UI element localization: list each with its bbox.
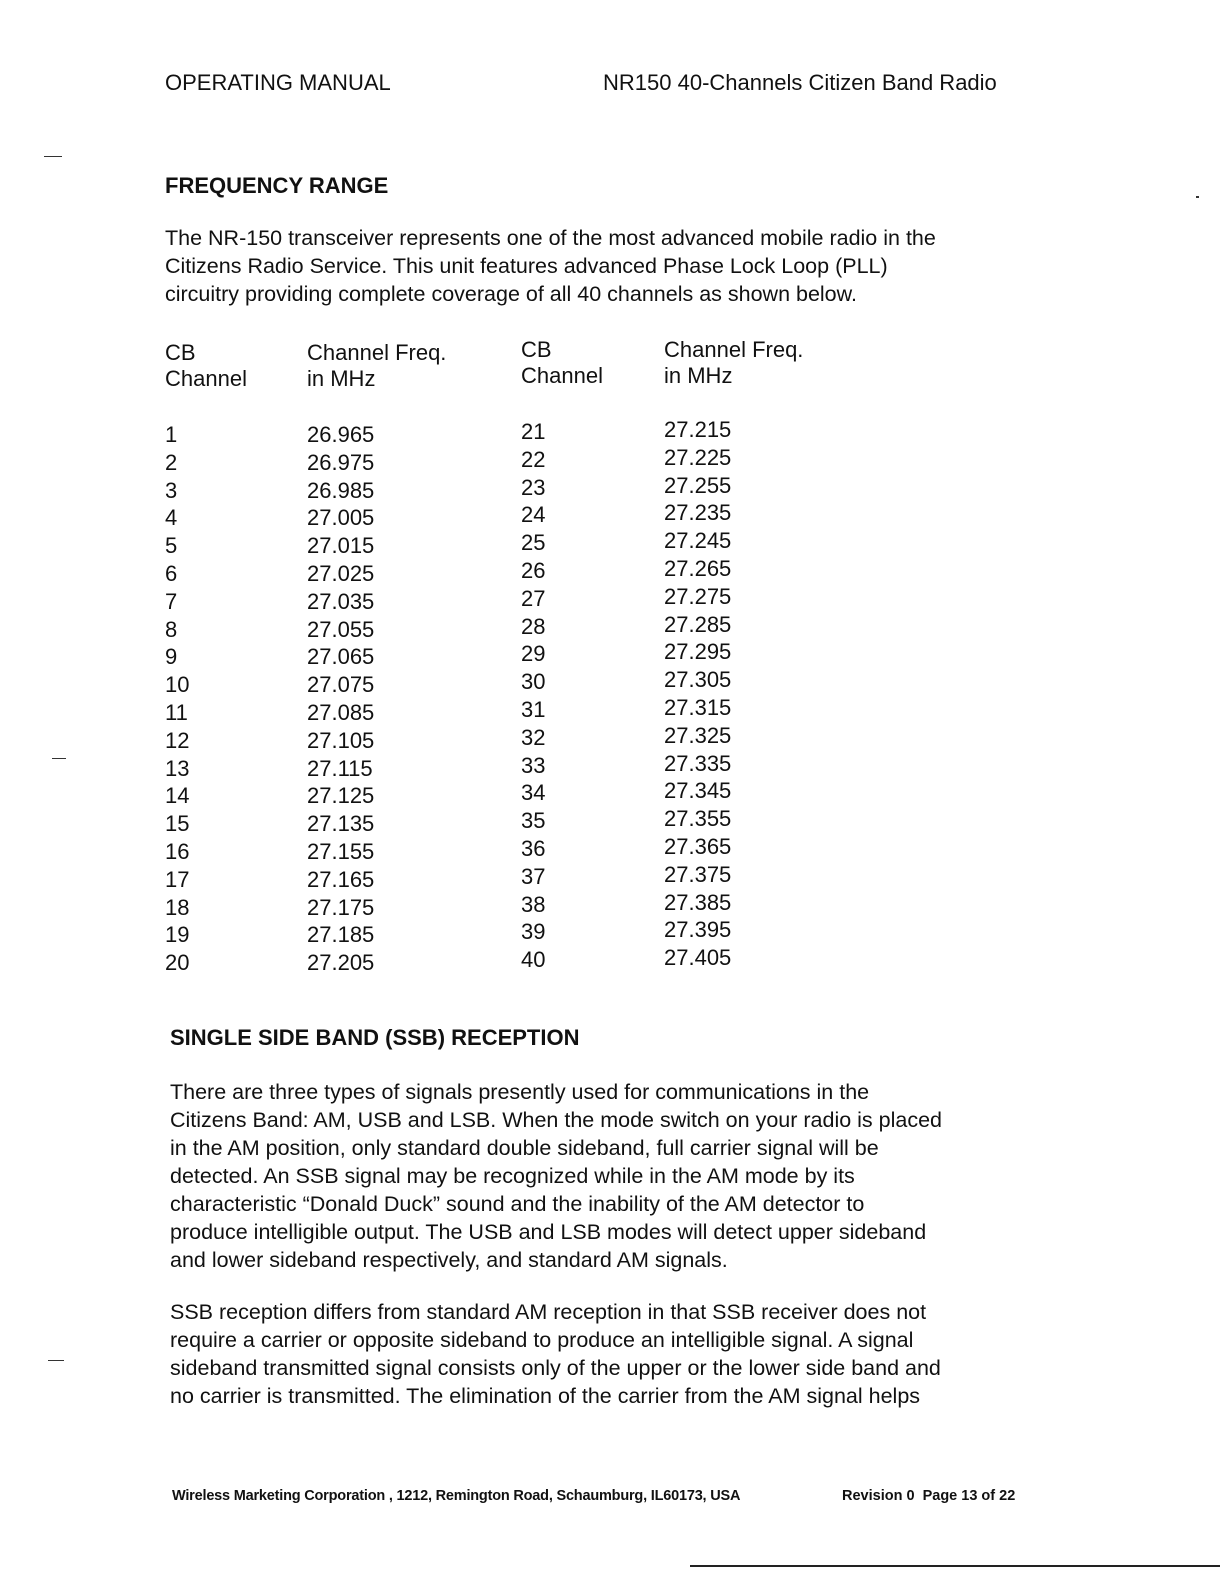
table-cell: 15 <box>165 811 190 837</box>
table-cell: 28 <box>521 613 546 639</box>
table-cell: 9 <box>165 644 178 670</box>
cb-channel-header-left: CB Channel <box>165 340 247 391</box>
table-cell: 14 <box>165 783 190 809</box>
table-cell: 32 <box>521 724 546 750</box>
table-cell: 27.265 <box>664 555 732 581</box>
ssb-paragraph-2 <box>170 1298 941 1410</box>
table-cell: 27.405 <box>664 945 732 971</box>
table-cell: 27.295 <box>664 639 732 665</box>
table-cell: 37 <box>521 863 546 889</box>
table-cell: 27 <box>521 585 546 611</box>
table-cell: 26.985 <box>307 477 375 503</box>
frequency-intro-paragraph <box>165 224 936 308</box>
header-manual-title: OPERATING MANUAL <box>165 70 391 95</box>
bottom-scan-line <box>690 1565 1220 1567</box>
left-channel-column <box>165 421 189 977</box>
scan-speck <box>44 156 62 157</box>
table-cell: 27.275 <box>664 583 732 609</box>
table-cell: 27.255 <box>664 472 732 498</box>
table-cell: 27.115 <box>307 755 373 781</box>
table-cell: 39 <box>521 919 546 945</box>
table-cell: 27.175 <box>307 894 375 920</box>
footer-page-number: Page 13 of 22 <box>922 1488 1016 1504</box>
table-cell: 27.335 <box>664 750 732 776</box>
table-cell: 27.165 <box>307 866 375 892</box>
scan-speck <box>48 1360 64 1361</box>
ssb-para1-line: in the AM position, only standard double sideband, full carrier signal will be <box>170 1136 879 1160</box>
ssb-para1-line: There are three types of signals presently used for communications in the <box>170 1080 870 1104</box>
table-cell: 20 <box>165 950 190 976</box>
table-cell: 27.005 <box>307 505 375 531</box>
table-cell: 27.025 <box>307 560 375 586</box>
table-cell: 27.205 <box>307 950 375 976</box>
table-cell: 27.105 <box>307 727 375 753</box>
table-cell: 27.055 <box>307 616 375 642</box>
table-cell: 1 <box>165 422 178 447</box>
table-cell: 23 <box>521 474 546 500</box>
table-cell: 27.185 <box>307 922 375 948</box>
ssb-para1-line: characteristic “Donald Duck” sound and the inability of the AM detector to <box>170 1192 865 1216</box>
scan-speck <box>1196 196 1199 198</box>
ssb-para1-line: produce intelligible output. The USB and LSB modes will detect upper sideband <box>170 1220 927 1244</box>
table-cell: 18 <box>165 894 190 920</box>
table-cell: 27.385 <box>664 889 732 915</box>
freq-header-left: Channel Freq. in MHz <box>307 340 447 391</box>
table-cell: 7 <box>165 588 178 614</box>
table-cell: 3 <box>165 477 178 503</box>
table-cell: 27.235 <box>664 500 732 526</box>
table-cell: 26.975 <box>307 449 375 475</box>
ssb-para2-line: sideband transmitted signal consists only of the upper or the lower side band and <box>170 1356 941 1380</box>
table-cell: 19 <box>165 922 190 948</box>
table-cell: 36 <box>521 835 546 861</box>
intro-line: The NR-150 transceiver represents one of the most advanced mobile radio in the <box>165 226 936 250</box>
footer-revision: Revision 0 <box>842 1488 915 1504</box>
left-frequency-column <box>307 421 374 977</box>
table-cell: 2 <box>165 449 178 475</box>
table-cell: 13 <box>165 755 190 781</box>
intro-line: circuitry providing complete coverage of all 40 channels as shown below. <box>165 282 857 306</box>
table-cell: 27.365 <box>664 833 732 859</box>
ssb-paragraph-1 <box>170 1078 942 1274</box>
intro-line: Citizens Radio Service. This unit features advanced Phase Lock Loop (PLL) <box>165 254 888 278</box>
table-cell: 5 <box>165 533 178 559</box>
table-cell: 26.965 <box>307 422 375 447</box>
table-cell: 27.395 <box>664 917 732 943</box>
ssb-para1-line: Citizens Band: AM, USB and LSB. When the mode switch on your radio is placed <box>170 1108 943 1132</box>
cb-channel-header-right: CB Channel <box>521 337 603 388</box>
table-cell: 22 <box>521 446 546 472</box>
table-cell: 27.375 <box>664 861 732 887</box>
footer-revision-page <box>842 1488 1015 1504</box>
ssb-para2-line: no carrier is transmitted. The elimination of the carrier from the AM signal helps <box>170 1384 921 1408</box>
table-cell: 4 <box>165 505 178 531</box>
table-cell: 34 <box>521 780 546 806</box>
table-cell: 31 <box>521 696 546 722</box>
table-cell: 17 <box>165 866 190 892</box>
table-cell: 8 <box>165 616 178 642</box>
table-cell: 27.215 <box>664 417 732 442</box>
table-cell: 27.075 <box>307 672 375 698</box>
table-cell: 27.245 <box>664 528 732 554</box>
right-frequency-column <box>664 416 731 972</box>
table-cell: 30 <box>521 669 546 695</box>
header-product-title: NR150 40-Channels Citizen Band Radio <box>603 70 997 95</box>
ssb-para1-line: detected. An SSB signal may be recognized while in the AM mode by its <box>170 1164 855 1188</box>
table-cell: 25 <box>521 530 546 556</box>
table-cell: 6 <box>165 560 178 586</box>
table-cell: 27.085 <box>307 699 375 725</box>
table-cell: 27.125 <box>307 783 375 809</box>
table-cell: 26 <box>521 557 546 583</box>
table-cell: 10 <box>165 672 190 698</box>
ssb-reception-heading: SINGLE SIDE BAND (SSB) RECEPTION <box>170 1025 580 1050</box>
right-channel-column <box>521 418 545 974</box>
table-cell: 27.305 <box>664 667 732 693</box>
table-cell: 24 <box>521 502 546 528</box>
table-cell: 27.345 <box>664 778 732 804</box>
table-cell: 27.035 <box>307 588 375 614</box>
table-cell: 27.065 <box>307 644 375 670</box>
table-cell: 27.225 <box>664 444 732 470</box>
ssb-para1-line: and lower sideband respectively, and standard AM signals. <box>170 1248 728 1272</box>
table-cell: 11 <box>165 699 188 725</box>
table-cell: 29 <box>521 641 546 667</box>
footer-address: Wireless Marketing Corporation , 1212, Remington Road, Schaumburg, IL60173, USA <box>172 1488 741 1504</box>
table-cell: 38 <box>521 891 546 917</box>
table-cell: 27.355 <box>664 806 732 832</box>
ssb-para2-line: SSB reception differs from standard AM reception in that SSB receiver does not <box>170 1300 927 1324</box>
scan-speck <box>52 758 66 759</box>
ssb-para2-line: require a carrier or opposite sideband to produce an intelligible signal. A signal <box>170 1328 914 1352</box>
table-cell: 27.325 <box>664 722 732 748</box>
table-cell: 27.015 <box>307 533 375 559</box>
freq-header-right: Channel Freq. in MHz <box>664 337 804 388</box>
table-cell: 27.135 <box>307 811 375 837</box>
table-cell: 27.285 <box>664 611 732 637</box>
table-cell: 12 <box>165 727 190 753</box>
table-cell: 27.315 <box>664 694 732 720</box>
table-cell: 21 <box>521 419 546 444</box>
table-cell: 27.155 <box>307 838 375 864</box>
table-cell: 33 <box>521 752 546 778</box>
table-cell: 16 <box>165 838 190 864</box>
table-cell: 35 <box>521 808 546 834</box>
table-cell: 40 <box>521 947 546 973</box>
frequency-range-heading: FREQUENCY RANGE <box>165 173 389 198</box>
